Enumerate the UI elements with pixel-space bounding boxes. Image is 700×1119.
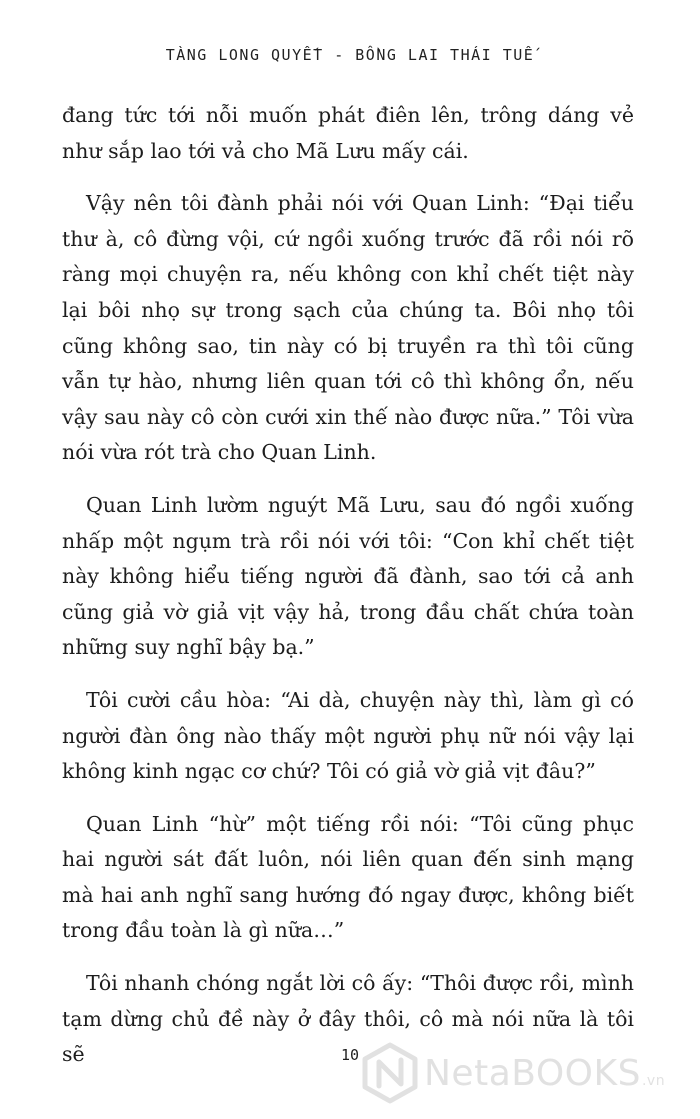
body-text (62, 98, 634, 1090)
paragraph-2: Vậy nên tôi đành phải nói với Quan Linh: “Đại tiểu thư à, cô đừng vội, cứ ngồi xuống trước đã rồi nói rõ ràng mọi chuyện ra, nếu không con khỉ chết tiệt này lại bôi nhọ sự trong sạch của chúng ta. Bôi nhọ tôi cũng không sao, tin này có bị truyền ra thì tôi cũng vẫn tự hào, nhưng liên quan tới cô thì không ổn, nếu vậy sau này cô còn cưới xin thế nào được nữa.” Tôi vừa nói vừa rót trà cho Quan Linh. (62, 191, 634, 465)
page-number: 10 (340, 1046, 360, 1064)
watermark (360, 1038, 690, 1108)
paragraph-3: Quan Linh lườm nguýt Mã Lưu, sau đó ngồi xuống nhấp một ngụm trà rồi nói với tôi: “Con khỉ chết tiệt này không hiểu tiếng người đã đành, sao tới cả anh cũng giả vờ giả vịt vậy hả, trong đầu chất chứa toàn những suy nghĩ bậy bạ.” (62, 492, 634, 660)
running-header: TÀNG LONG QUYẾT - BỒNG LAI THÁI TUẾ (165, 46, 535, 64)
paragraph-6: Tôi nhanh chóng ngắt lời cô ấy: “Thôi được rồi, mình tạm dừng chủ đề này ở đây thôi, cô mà nói nữa là tôi sẽ (62, 971, 634, 1067)
watermark-brand: NetaBOOKS (424, 1052, 641, 1094)
paragraph-4: Tôi cười cầu hòa: “Ai dà, chuyện này thì, làm gì có người đàn ông nào thấy một người phụ nữ nói vậy lại không kinh ngạc cơ chứ? Tôi có giả vờ giả vịt đâu?” (62, 687, 634, 784)
watermark-text (424, 1053, 665, 1094)
watermark-suffix: .vn (641, 1072, 666, 1089)
paragraph-1: đang tức tới nỗi muốn phát điên lên, trông dáng vẻ như sắp lao tới vả cho Mã Lưu mấy cái. (62, 103, 634, 163)
paragraph-5: Quan Linh “hừ” một tiếng rồi nói: “Tôi cũng phục hai người sát đất luôn, nói liên quan đến sinh mạng mà hai anh nghĩ sang hướng đó ngay được, không biết trong đầu toàn là gì nữa…” (62, 811, 634, 943)
netabooks-logo-icon (360, 1042, 420, 1104)
